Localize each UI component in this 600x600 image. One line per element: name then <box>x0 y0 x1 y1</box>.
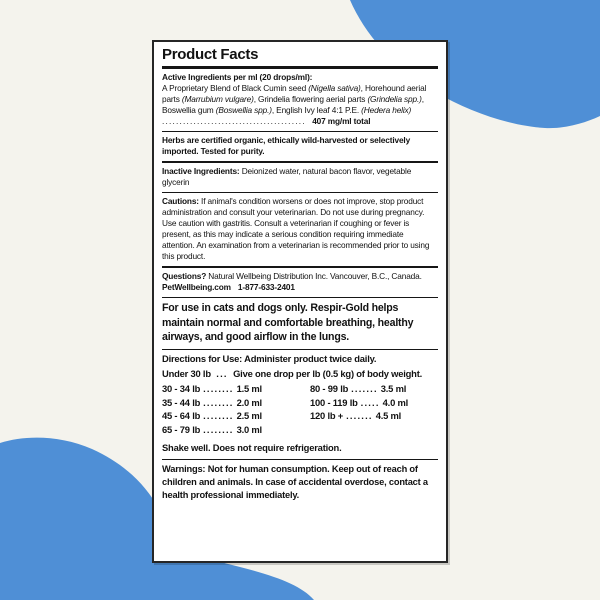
questions-section <box>162 268 438 297</box>
cautions-text <box>162 196 438 262</box>
dose-amount: 3.5 ml <box>380 383 407 394</box>
leader-dots: ........ <box>203 410 234 421</box>
dose-range: 45 - 64 lb <box>162 410 201 421</box>
warnings-value: Not for human consumption. Keep out of reach of children and animals. In case of accidental overdose, contact a health professional immediately. <box>162 464 428 500</box>
dose-range: 120 lb + <box>310 410 344 421</box>
product-claim-section <box>162 298 438 349</box>
dose-amount: 3.0 ml <box>236 423 262 435</box>
product-facts-label <box>152 40 448 563</box>
phone-number: 1-877-633-2401 <box>237 281 295 292</box>
dose-range: 35 - 44 lb <box>162 396 201 408</box>
leader-dots: ........ <box>203 423 234 435</box>
leader-dots: ........ <box>203 396 234 408</box>
latin-name: (Hedera helix) <box>361 104 412 115</box>
active-total-amount: 407 mg/ml total <box>312 115 371 126</box>
questions-label: Questions? <box>162 270 207 281</box>
inactive-ingredients-text <box>162 166 438 188</box>
dose-range: 100 - 119 lb <box>310 396 358 408</box>
leader-dots: ..... <box>360 396 380 408</box>
dose-range: 65 - 79 lb <box>162 423 201 435</box>
dose-range: 30 - 34 lb <box>162 383 201 394</box>
warnings-label: Warnings: <box>162 464 206 474</box>
latin-name: (Grindelia spp.) <box>367 93 422 104</box>
dosage-row <box>310 382 438 396</box>
directions-under-30-row <box>162 368 438 381</box>
questions-contact <box>162 282 295 293</box>
active-ingredients-section <box>162 69 438 131</box>
herbs-note-section <box>162 132 438 161</box>
inactive-ingredients-label: Inactive Ingredients: <box>162 165 240 176</box>
dosage-table <box>162 382 438 436</box>
questions-text <box>162 271 438 293</box>
cautions-label: Cautions: <box>162 196 199 206</box>
active-seg-2: , Horehound aerial parts <box>162 82 427 104</box>
product-claim-text: For use in cats and dogs only. Respir-Gold helps maintain normal and comfortable breathing, healthy airways, and good airflow in the lungs. <box>162 302 414 343</box>
shake-well-note: Shake well. Does not require refrigeration. <box>162 442 342 453</box>
cautions-section <box>162 193 438 266</box>
leader-dots: ....... <box>351 383 378 394</box>
warnings-text <box>162 463 438 502</box>
dose-amount: 2.0 ml <box>236 396 262 408</box>
directions-section <box>162 350 438 459</box>
website-text: PetWellbeing.com <box>162 281 231 292</box>
dosage-row <box>162 382 310 396</box>
leader-dots: ........ <box>203 383 234 394</box>
latin-name: (Marrubium vulgare) <box>181 93 254 104</box>
dosage-row <box>162 396 310 410</box>
leader-dots: ......................................... <box>162 115 310 126</box>
active-ingredients-text <box>162 83 438 127</box>
leader-dots: ....... <box>346 410 373 421</box>
questions-value: Natural Wellbeing Distribution Inc. Vancouver, B.C., Canada. <box>206 270 422 281</box>
inactive-ingredients-value: Deionized water, natural bacon flavor, vegetable glycerin <box>162 165 412 187</box>
dose-range: 80 - 99 lb <box>310 383 349 394</box>
active-seg-0: A Proprietary Blend of Black Cumin seed <box>162 82 309 93</box>
dose-range: Under 30 lb <box>162 367 211 379</box>
active-ingredients-heading: Active Ingredients per ml (20 drops/ml): <box>162 71 313 82</box>
latin-name: (Boswellia spp.) <box>215 104 272 115</box>
dosage-row <box>162 409 310 423</box>
dose-amount: 4.0 ml <box>382 396 409 408</box>
dose-amount: 4.5 ml <box>375 410 402 421</box>
dosage-row <box>310 396 438 410</box>
active-seg-4: , Grindelia flowering aerial parts <box>253 93 368 104</box>
dose-amount: 2.5 ml <box>236 410 262 421</box>
herbs-note-text: Herbs are certified organic, ethically wild-harvested or selectively imported. Tested for purity. <box>162 135 411 156</box>
inactive-ingredients-section <box>162 163 438 192</box>
active-seg-8: , English Ivy leaf 4:1 P.E. <box>271 104 362 115</box>
active-seg-6: , Boswellia gum <box>162 93 424 115</box>
leader-dots: ... <box>216 367 228 379</box>
warnings-section <box>162 460 438 506</box>
dosage-row <box>310 409 438 423</box>
label-title: Product Facts <box>162 46 259 63</box>
dose-instruction: Give one drop per lb (0.5 kg) of body weight. <box>233 367 423 379</box>
latin-name: (Nigella sativa) <box>308 82 361 93</box>
dosage-table-right-column <box>310 382 438 436</box>
directions-heading: Directions for Use: Administer product twice daily. <box>162 353 377 364</box>
dosage-row <box>162 423 310 437</box>
cautions-value: If animal's condition worsens or does not improve, stop product administration and consult your veterinarian. Do not use during pregnancy. Use caution with gastritis. Consult a veterinarian if coughing or fever is present, as this may indicate a serious condition requiring immediate attention. An examination from a veterinarian is recommended prior to using this product. <box>162 196 430 261</box>
dose-amount: 1.5 ml <box>236 383 262 394</box>
dosage-table-left-column <box>162 382 310 436</box>
